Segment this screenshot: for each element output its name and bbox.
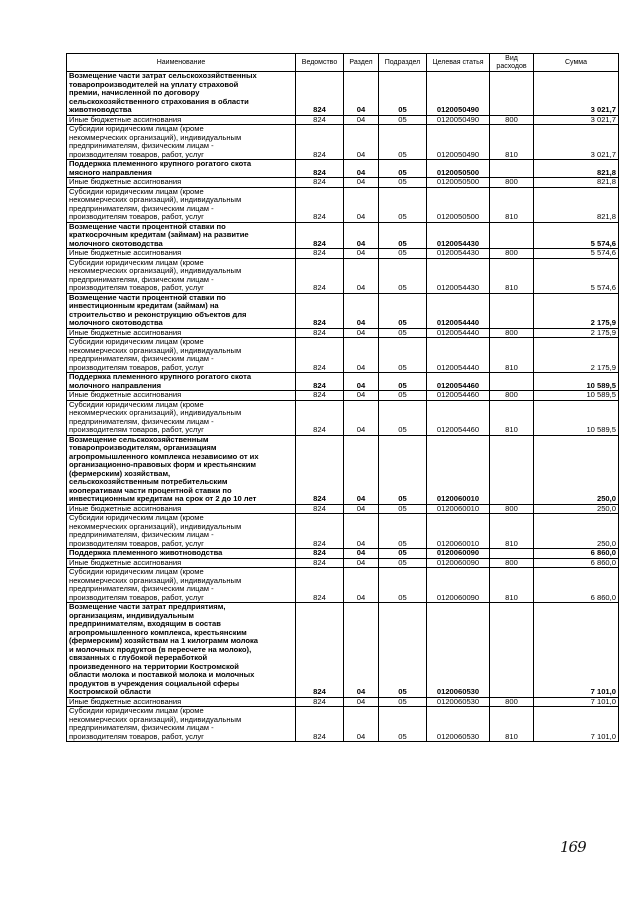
cell-type: [490, 603, 534, 698]
cell-dept: 824: [296, 160, 344, 178]
table-row: [67, 125, 619, 160]
cell-sum: 821,8: [534, 160, 619, 178]
cell-sum: 821,8: [534, 178, 619, 188]
cell-type: [490, 293, 534, 328]
table-row: [67, 549, 619, 559]
cell-dept: 824: [296, 400, 344, 435]
cell-type: [490, 72, 534, 116]
table-header-row: [67, 54, 619, 72]
cell-type: 800: [490, 178, 534, 188]
cell-sum: 250,0: [534, 504, 619, 514]
cell-sum: 6 860,0: [534, 549, 619, 559]
cell-subsection: 05: [379, 187, 427, 222]
cell-target: 0120054460: [427, 373, 490, 391]
cell-section: 04: [344, 160, 379, 178]
cell-section: 04: [344, 707, 379, 742]
cell-sum: 3 021,7: [534, 72, 619, 116]
table-row: [67, 249, 619, 259]
cell-dept: 824: [296, 549, 344, 559]
cell-sum: 2 175,9: [534, 328, 619, 338]
cell-sum: 7 101,0: [534, 707, 619, 742]
cell-type: 800: [490, 328, 534, 338]
cell-subsection: 05: [379, 504, 427, 514]
cell-type: 810: [490, 338, 534, 373]
table-row: [67, 293, 619, 328]
cell-sum: 7 101,0: [534, 697, 619, 707]
cell-sum: 6 860,0: [534, 558, 619, 568]
cell-name: Субсидии юридическим лицам (кроме некоммерческих организаций), индивидуальным предпринимателям, физическим лицам - производителям товаров, работ, услуг: [67, 568, 296, 603]
cell-sum: 2 175,9: [534, 293, 619, 328]
cell-dept: 824: [296, 328, 344, 338]
table-row: [67, 373, 619, 391]
cell-target: 0120054460: [427, 391, 490, 401]
page-number: 169: [560, 838, 586, 856]
budget-table-container: [66, 53, 618, 742]
table-row: [67, 115, 619, 125]
cell-target: 0120050490: [427, 72, 490, 116]
table-row: [67, 568, 619, 603]
cell-dept: 824: [296, 115, 344, 125]
header-sum: Сумма: [534, 54, 619, 72]
cell-name: Поддержка племенного крупного рогатого скота мясного направления: [67, 160, 296, 178]
cell-target: 0120060090: [427, 568, 490, 603]
cell-target: 0120060090: [427, 549, 490, 559]
cell-section: 04: [344, 697, 379, 707]
cell-section: 04: [344, 338, 379, 373]
cell-dept: 824: [296, 249, 344, 259]
cell-section: 04: [344, 603, 379, 698]
cell-name: Иные бюджетные ассигнования: [67, 391, 296, 401]
cell-section: 04: [344, 258, 379, 293]
table-row: [67, 504, 619, 514]
cell-type: 800: [490, 249, 534, 259]
cell-subsection: 05: [379, 707, 427, 742]
table-row: [67, 222, 619, 249]
cell-subsection: 05: [379, 514, 427, 549]
cell-subsection: 05: [379, 115, 427, 125]
cell-sum: 821,8: [534, 187, 619, 222]
cell-subsection: 05: [379, 568, 427, 603]
cell-dept: 824: [296, 514, 344, 549]
cell-section: 04: [344, 504, 379, 514]
cell-type: 810: [490, 187, 534, 222]
cell-type: 810: [490, 400, 534, 435]
cell-target: 0120054430: [427, 258, 490, 293]
cell-dept: 824: [296, 338, 344, 373]
cell-subsection: 05: [379, 400, 427, 435]
cell-dept: 824: [296, 373, 344, 391]
cell-section: 04: [344, 400, 379, 435]
cell-target: 0120060530: [427, 697, 490, 707]
cell-dept: 824: [296, 603, 344, 698]
cell-type: 800: [490, 504, 534, 514]
cell-section: 04: [344, 249, 379, 259]
cell-dept: 824: [296, 72, 344, 116]
header-dept: Ведомство: [296, 54, 344, 72]
cell-dept: 824: [296, 707, 344, 742]
cell-type: 810: [490, 258, 534, 293]
cell-name: Иные бюджетные ассигнования: [67, 558, 296, 568]
table-row: [67, 514, 619, 549]
cell-section: 04: [344, 178, 379, 188]
table-row: [67, 697, 619, 707]
table-row: [67, 400, 619, 435]
cell-sum: 5 574,6: [534, 222, 619, 249]
cell-section: 04: [344, 125, 379, 160]
cell-section: 04: [344, 391, 379, 401]
cell-dept: 824: [296, 258, 344, 293]
cell-sum: 250,0: [534, 435, 619, 504]
cell-name: Субсидии юридическим лицам (кроме некоммерческих организаций), индивидуальным предпринимателям, физическим лицам - производителям товаров, работ, услуг: [67, 514, 296, 549]
cell-target: 0120054440: [427, 293, 490, 328]
cell-dept: 824: [296, 435, 344, 504]
cell-target: 0120060530: [427, 603, 490, 698]
cell-sum: 2 175,9: [534, 338, 619, 373]
cell-type: [490, 160, 534, 178]
cell-subsection: 05: [379, 558, 427, 568]
cell-sum: 5 574,6: [534, 258, 619, 293]
budget-table: [66, 53, 619, 742]
cell-subsection: 05: [379, 603, 427, 698]
cell-target: 0120054430: [427, 249, 490, 259]
cell-name: Субсидии юридическим лицам (кроме некоммерческих организаций), индивидуальным предпринимателям, физическим лицам - производителям товаров, работ, услуг: [67, 125, 296, 160]
cell-name: Субсидии юридическим лицам (кроме некоммерческих организаций), индивидуальным предпринимателям, физическим лицам - производителям товаров, работ, услуг: [67, 400, 296, 435]
cell-name: Возмещение части затрат сельскохозяйственных товаропроизводителей на уплату страховой премии, начисленной по договору сельскохозяйственного страхования в области животноводства: [67, 72, 296, 116]
table-row: [67, 258, 619, 293]
cell-subsection: 05: [379, 293, 427, 328]
cell-target: 0120060010: [427, 514, 490, 549]
cell-target: 0120060530: [427, 707, 490, 742]
cell-type: 800: [490, 697, 534, 707]
cell-type: [490, 373, 534, 391]
cell-target: 0120054440: [427, 338, 490, 373]
cell-target: 0120050500: [427, 160, 490, 178]
cell-section: 04: [344, 435, 379, 504]
table-row: [67, 338, 619, 373]
cell-dept: 824: [296, 178, 344, 188]
table-row: [67, 603, 619, 698]
cell-subsection: 05: [379, 338, 427, 373]
cell-section: 04: [344, 514, 379, 549]
header-target: Целевая статья: [427, 54, 490, 72]
cell-type: [490, 549, 534, 559]
cell-target: 0120050500: [427, 178, 490, 188]
cell-name: Поддержка племенного крупного рогатого скота молочного направления: [67, 373, 296, 391]
cell-dept: 824: [296, 504, 344, 514]
cell-name: Иные бюджетные ассигнования: [67, 328, 296, 338]
table-row: [67, 178, 619, 188]
header-type: Вид расходов: [490, 54, 534, 72]
cell-type: 800: [490, 558, 534, 568]
cell-section: 04: [344, 558, 379, 568]
table-row: [67, 391, 619, 401]
cell-dept: 824: [296, 568, 344, 603]
cell-subsection: 05: [379, 435, 427, 504]
table-row: [67, 558, 619, 568]
cell-sum: 3 021,7: [534, 115, 619, 125]
cell-type: 810: [490, 125, 534, 160]
cell-target: 0120050500: [427, 187, 490, 222]
cell-section: 04: [344, 293, 379, 328]
header-subsection: Подраздел: [379, 54, 427, 72]
cell-sum: 10 589,5: [534, 400, 619, 435]
cell-target: 0120060010: [427, 504, 490, 514]
cell-name: Иные бюджетные ассигнования: [67, 115, 296, 125]
cell-name: Возмещение части затрат предприятиям, организациям, индивидуальным предпринимателям, входящим в состав агропромышленного комплекса, крестьянским (фермерским) хозяйствам на 1 килограмм молока и молочных продуктов (в пересчете на молоко), связанных с глубокой переработкой произведенного на территории Костромской области молока и поставкой молока и молочных продуктов в учреждения социальной сферы Костромской области: [67, 603, 296, 698]
cell-target: 0120054440: [427, 328, 490, 338]
cell-name: Поддержка племенного животноводства: [67, 549, 296, 559]
cell-type: 800: [490, 391, 534, 401]
cell-name: Иные бюджетные ассигнования: [67, 697, 296, 707]
cell-section: 04: [344, 222, 379, 249]
cell-subsection: 05: [379, 328, 427, 338]
cell-sum: 6 860,0: [534, 568, 619, 603]
cell-type: 810: [490, 514, 534, 549]
table-body: [67, 72, 619, 742]
cell-subsection: 05: [379, 391, 427, 401]
cell-section: 04: [344, 72, 379, 116]
header-name: Наименование: [67, 54, 296, 72]
cell-type: 810: [490, 707, 534, 742]
cell-target: 0120060010: [427, 435, 490, 504]
cell-target: 0120060090: [427, 558, 490, 568]
cell-name: Субсидии юридическим лицам (кроме некоммерческих организаций), индивидуальным предпринимателям, физическим лицам - производителям товаров, работ, услуг: [67, 338, 296, 373]
cell-subsection: 05: [379, 125, 427, 160]
header-section: Раздел: [344, 54, 379, 72]
cell-sum: 7 101,0: [534, 603, 619, 698]
cell-dept: 824: [296, 222, 344, 249]
cell-dept: 824: [296, 558, 344, 568]
cell-sum: 10 589,5: [534, 373, 619, 391]
cell-subsection: 05: [379, 72, 427, 116]
cell-subsection: 05: [379, 249, 427, 259]
cell-subsection: 05: [379, 373, 427, 391]
cell-name: Возмещение части процентной ставки по инвестиционным кредитам (займам) на строительство и реконструкцию объектов для молочного скотоводства: [67, 293, 296, 328]
cell-target: 0120050490: [427, 115, 490, 125]
table-row: [67, 187, 619, 222]
cell-name: Субсидии юридическим лицам (кроме некоммерческих организаций), индивидуальным предпринимателям, физическим лицам - производителям товаров, работ, услуг: [67, 258, 296, 293]
cell-name: Субсидии юридическим лицам (кроме некоммерческих организаций), индивидуальным предпринимателям, физическим лицам - производителям товаров, работ, услуг: [67, 707, 296, 742]
cell-subsection: 05: [379, 160, 427, 178]
cell-section: 04: [344, 568, 379, 603]
cell-target: 0120054460: [427, 400, 490, 435]
cell-sum: 10 589,5: [534, 391, 619, 401]
cell-type: 800: [490, 115, 534, 125]
cell-name: Возмещение сельскохозяйственным товаропроизводителям, организациям агропромышленного комплекса независимо от их организационно-правовых форм и крестьянским (фермерским) хозяйствам, сельскохозяйственным потребительским кооперативам части процентной ставки по инвестиционным кредитам на срок от 2 до 10 лет: [67, 435, 296, 504]
cell-sum: 5 574,6: [534, 249, 619, 259]
cell-section: 04: [344, 328, 379, 338]
cell-subsection: 05: [379, 258, 427, 293]
cell-sum: 3 021,7: [534, 125, 619, 160]
cell-target: 0120054430: [427, 222, 490, 249]
cell-type: [490, 222, 534, 249]
cell-type: 810: [490, 568, 534, 603]
cell-subsection: 05: [379, 178, 427, 188]
table-row: [67, 72, 619, 116]
table-row: [67, 435, 619, 504]
cell-type: [490, 435, 534, 504]
cell-subsection: 05: [379, 549, 427, 559]
cell-name: Иные бюджетные ассигнования: [67, 504, 296, 514]
cell-subsection: 05: [379, 222, 427, 249]
cell-name: Субсидии юридическим лицам (кроме некоммерческих организаций), индивидуальным предпринимателям, физическим лицам - производителям товаров, работ, услуг: [67, 187, 296, 222]
cell-dept: 824: [296, 125, 344, 160]
cell-name: Иные бюджетные ассигнования: [67, 178, 296, 188]
table-row: [67, 328, 619, 338]
cell-dept: 824: [296, 187, 344, 222]
cell-dept: 824: [296, 391, 344, 401]
cell-dept: 824: [296, 697, 344, 707]
table-row: [67, 707, 619, 742]
cell-section: 04: [344, 549, 379, 559]
table-row: [67, 160, 619, 178]
cell-target: 0120050490: [427, 125, 490, 160]
cell-name: Иные бюджетные ассигнования: [67, 249, 296, 259]
cell-section: 04: [344, 187, 379, 222]
cell-dept: 824: [296, 293, 344, 328]
cell-name: Возмещение части процентной ставки по краткосрочным кредитам (займам) на развитие молочного скотоводства: [67, 222, 296, 249]
cell-section: 04: [344, 373, 379, 391]
cell-subsection: 05: [379, 697, 427, 707]
cell-section: 04: [344, 115, 379, 125]
cell-sum: 250,0: [534, 514, 619, 549]
